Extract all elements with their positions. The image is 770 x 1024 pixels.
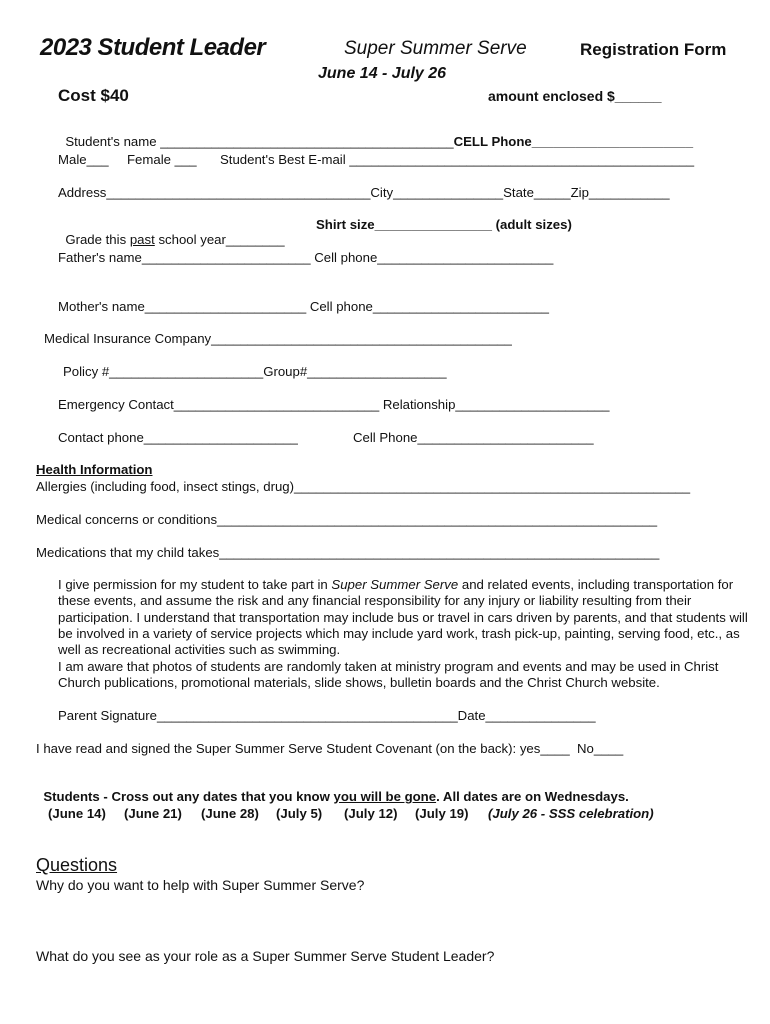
emergency-contact-field[interactable]: Emergency Contact____________________________ Relationship_____________________ (58, 397, 610, 412)
permission-text-2: and related events, including transportation for these events, and assume the risk and any financial responsibility for any injury or liability resulting from their participation. I understand that transportation may include bus or travel in cars driven by parents, and that students will be involved in a variety of service projects which may include yard work, trash pick-up, painting, serving food, etc., as well as recreational activities such as swimming. (58, 577, 748, 658)
male-field[interactable]: Male___ (58, 152, 109, 167)
program-name: Super Summer Serve (344, 38, 527, 59)
date-option[interactable]: (July 12) (344, 806, 398, 821)
grade-label-suffix: school year________ (154, 232, 285, 247)
question-1: Why do you want to help with Super Summer Serve? (36, 877, 365, 893)
shirt-size-field[interactable]: Shirt size________________ (adult sizes) (316, 217, 572, 232)
permission-paragraph (58, 577, 748, 658)
cell-phone-label: CELL Phone______________________ (453, 134, 694, 149)
insurance-field[interactable]: Medical Insurance Company_________________________________________ (44, 331, 512, 346)
date-option[interactable]: (June 28) (201, 806, 259, 821)
contact-phone-field[interactable]: Contact phone_____________________ (58, 430, 298, 445)
permission-text-1: I give permission for my student to take part in (58, 577, 332, 592)
amount-enclosed-field[interactable]: amount enclosed $______ (488, 88, 662, 104)
cross-out-text-2: . All dates are on Wednesdays. (436, 789, 629, 804)
father-name-field[interactable]: Father's name_______________________ Cell phone________________________ (58, 250, 554, 265)
grade-label-past: past (129, 232, 155, 247)
student-name-line: ____________________________ (248, 134, 454, 149)
student-name-label: Student's name ____________ (65, 134, 249, 149)
celebration-date: (July 26 - SSS celebration) (488, 806, 654, 821)
student-name-field[interactable] (58, 119, 693, 149)
mother-name-field[interactable]: Mother's name______________________ Cell phone________________________ (58, 299, 549, 314)
date-option[interactable]: (June 14) (48, 806, 106, 821)
email-field[interactable]: Student's Best E-mail _______________________________________________ (220, 152, 695, 167)
medications-field[interactable]: Medications that my child takes____________________________________________________________ (36, 545, 660, 560)
question-2: What do you see as your role as a Super Summer Serve Student Leader? (36, 948, 495, 964)
medical-concerns-field[interactable]: Medical concerns or conditions____________________________________________________________ (36, 512, 658, 527)
allergies-field[interactable]: Allergies (including food, insect stings, drug)______________________________________________________ (36, 479, 691, 494)
permission-program: Super Summer Serve (331, 577, 459, 592)
policy-field[interactable]: Policy #_____________________Group#___________________ (63, 364, 447, 379)
form-label: Registration Form (580, 40, 727, 59)
date-option[interactable]: (July 5) (276, 806, 323, 821)
covenant-field[interactable]: I have read and signed the Super Summer Serve Student Covenant (on the back): yes____ No____ (36, 741, 624, 756)
grade-field[interactable] (58, 217, 285, 247)
address-field[interactable]: Address____________________________________City_______________State_____Zip___________ (58, 185, 670, 200)
contact-cell-field[interactable]: Cell Phone________________________ (353, 430, 594, 445)
grade-label-prefix: Grade this (65, 232, 130, 247)
cross-out-text-1: Students - Cross out any dates that you know (43, 789, 334, 804)
photo-consent-paragraph: I am aware that photos of students are randomly taken at ministry program and events and may be used in Christ Church publications, promotional materials, slide shows, bulletin boards and the Christ Church website. (58, 659, 719, 691)
date-option[interactable]: (July 19) (415, 806, 469, 821)
health-heading: Health Information (36, 462, 153, 477)
date-option[interactable]: (June 21) (124, 806, 182, 821)
questions-heading: Questions (36, 855, 118, 875)
form-title: 2023 Student Leader (40, 34, 266, 61)
cross-out-instructions (36, 774, 629, 804)
female-field[interactable]: Female ___ (127, 152, 197, 167)
parent-signature-field[interactable]: Parent Signature_________________________________________Date_______________ (58, 708, 596, 723)
cross-out-underlined: you will be gone (333, 789, 437, 804)
program-dates: June 14 - July 26 (318, 65, 447, 82)
cost-label: Cost $40 (58, 86, 129, 105)
